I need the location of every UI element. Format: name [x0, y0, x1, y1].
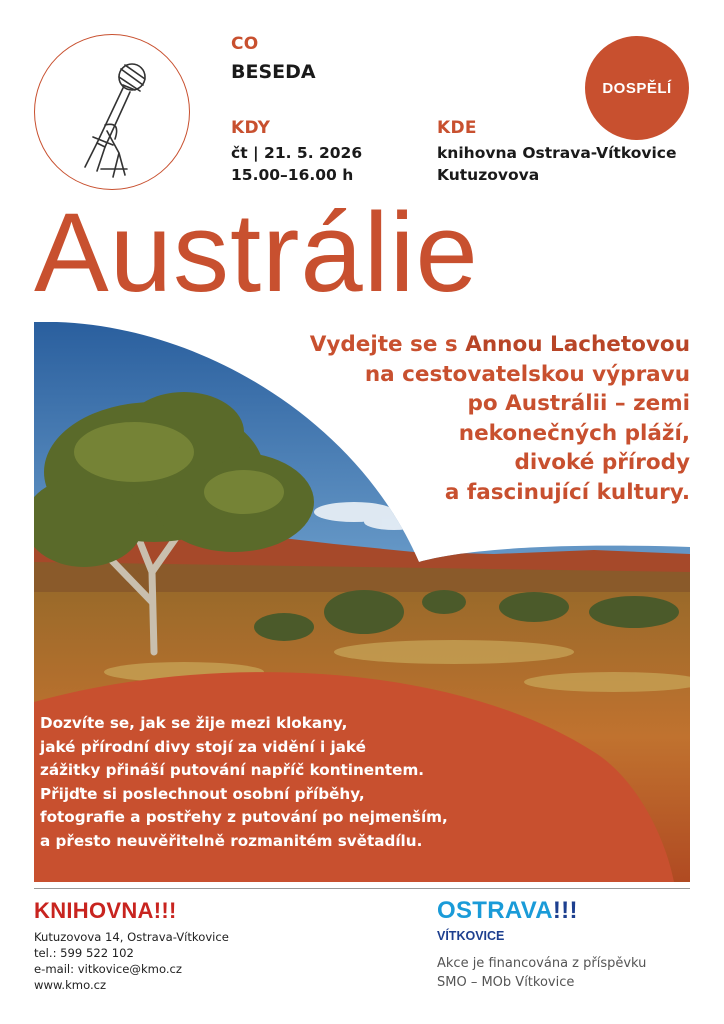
- intro-line6: a fascinující kultury.: [444, 479, 690, 505]
- footer-divider: [34, 888, 690, 889]
- ostrava-sub-logo: VÍTKOVICE: [437, 929, 505, 943]
- funding-line1: Akce je financována z příspěvku: [437, 956, 647, 971]
- library-logo: KNIHOVNA!!!: [34, 898, 177, 923]
- what-value: BESEDA: [231, 61, 316, 83]
- intro-line2: na cestovatelskou výpravu: [364, 361, 690, 387]
- microphone-icon: [35, 35, 188, 188]
- speaker-name: Annou Lachetovou: [465, 332, 690, 357]
- description-line: Přijďte si poslechnout osobní příběhy,: [40, 784, 365, 803]
- description-line: a přesto neuvěřitelně rozmanitém světadílu.: [40, 831, 423, 850]
- funding-line2: SMO – MOb Vítkovice: [437, 975, 575, 990]
- what-label: CO: [231, 34, 259, 54]
- when-date: čt | 21. 5. 2026: [231, 144, 363, 162]
- description-line: fotografie a postřehy z putování po nejmenším,: [40, 808, 448, 826]
- library-email[interactable]: e-mail: vitkovice@kmo.cz: [34, 962, 182, 976]
- library-phone: tel.: 599 522 102: [34, 946, 134, 960]
- description: [40, 712, 580, 853]
- description-line: Dozvíte se, jak se žije mezi klokany,: [40, 714, 348, 732]
- when-label: KDY: [231, 118, 271, 138]
- intro-line5: divoké přírody: [514, 450, 690, 475]
- library-web[interactable]: www.kmo.cz: [34, 978, 107, 992]
- intro-line4: nekonečných pláží,: [458, 420, 690, 446]
- intro-line1: Vydejte se s Annou Lachetovou: [309, 332, 690, 357]
- microphone-badge: [34, 34, 190, 190]
- where-line2: Kutuzovova: [437, 166, 540, 184]
- description-line: zážitky přináší putování napříč kontinentem.: [40, 761, 425, 779]
- library-address: Kutuzovova 14, Ostrava-Vítkovice: [34, 930, 229, 944]
- description-line: jaké přírodní divy stojí za vidění i jaké: [40, 737, 366, 756]
- intro-text: [210, 330, 690, 507]
- intro-line3: po Austrálii – zemi: [467, 391, 690, 416]
- audience-badge: DOSPĚLÍ: [585, 36, 689, 140]
- ostrava-logo: OSTRAVA!!!: [437, 897, 578, 924]
- where-label: KDE: [437, 118, 477, 138]
- where-line1: knihovna Ostrava-Vítkovice: [437, 144, 677, 162]
- page-title: Austrálie: [34, 190, 479, 315]
- when-time: 15.00–16.00 h: [231, 166, 354, 184]
